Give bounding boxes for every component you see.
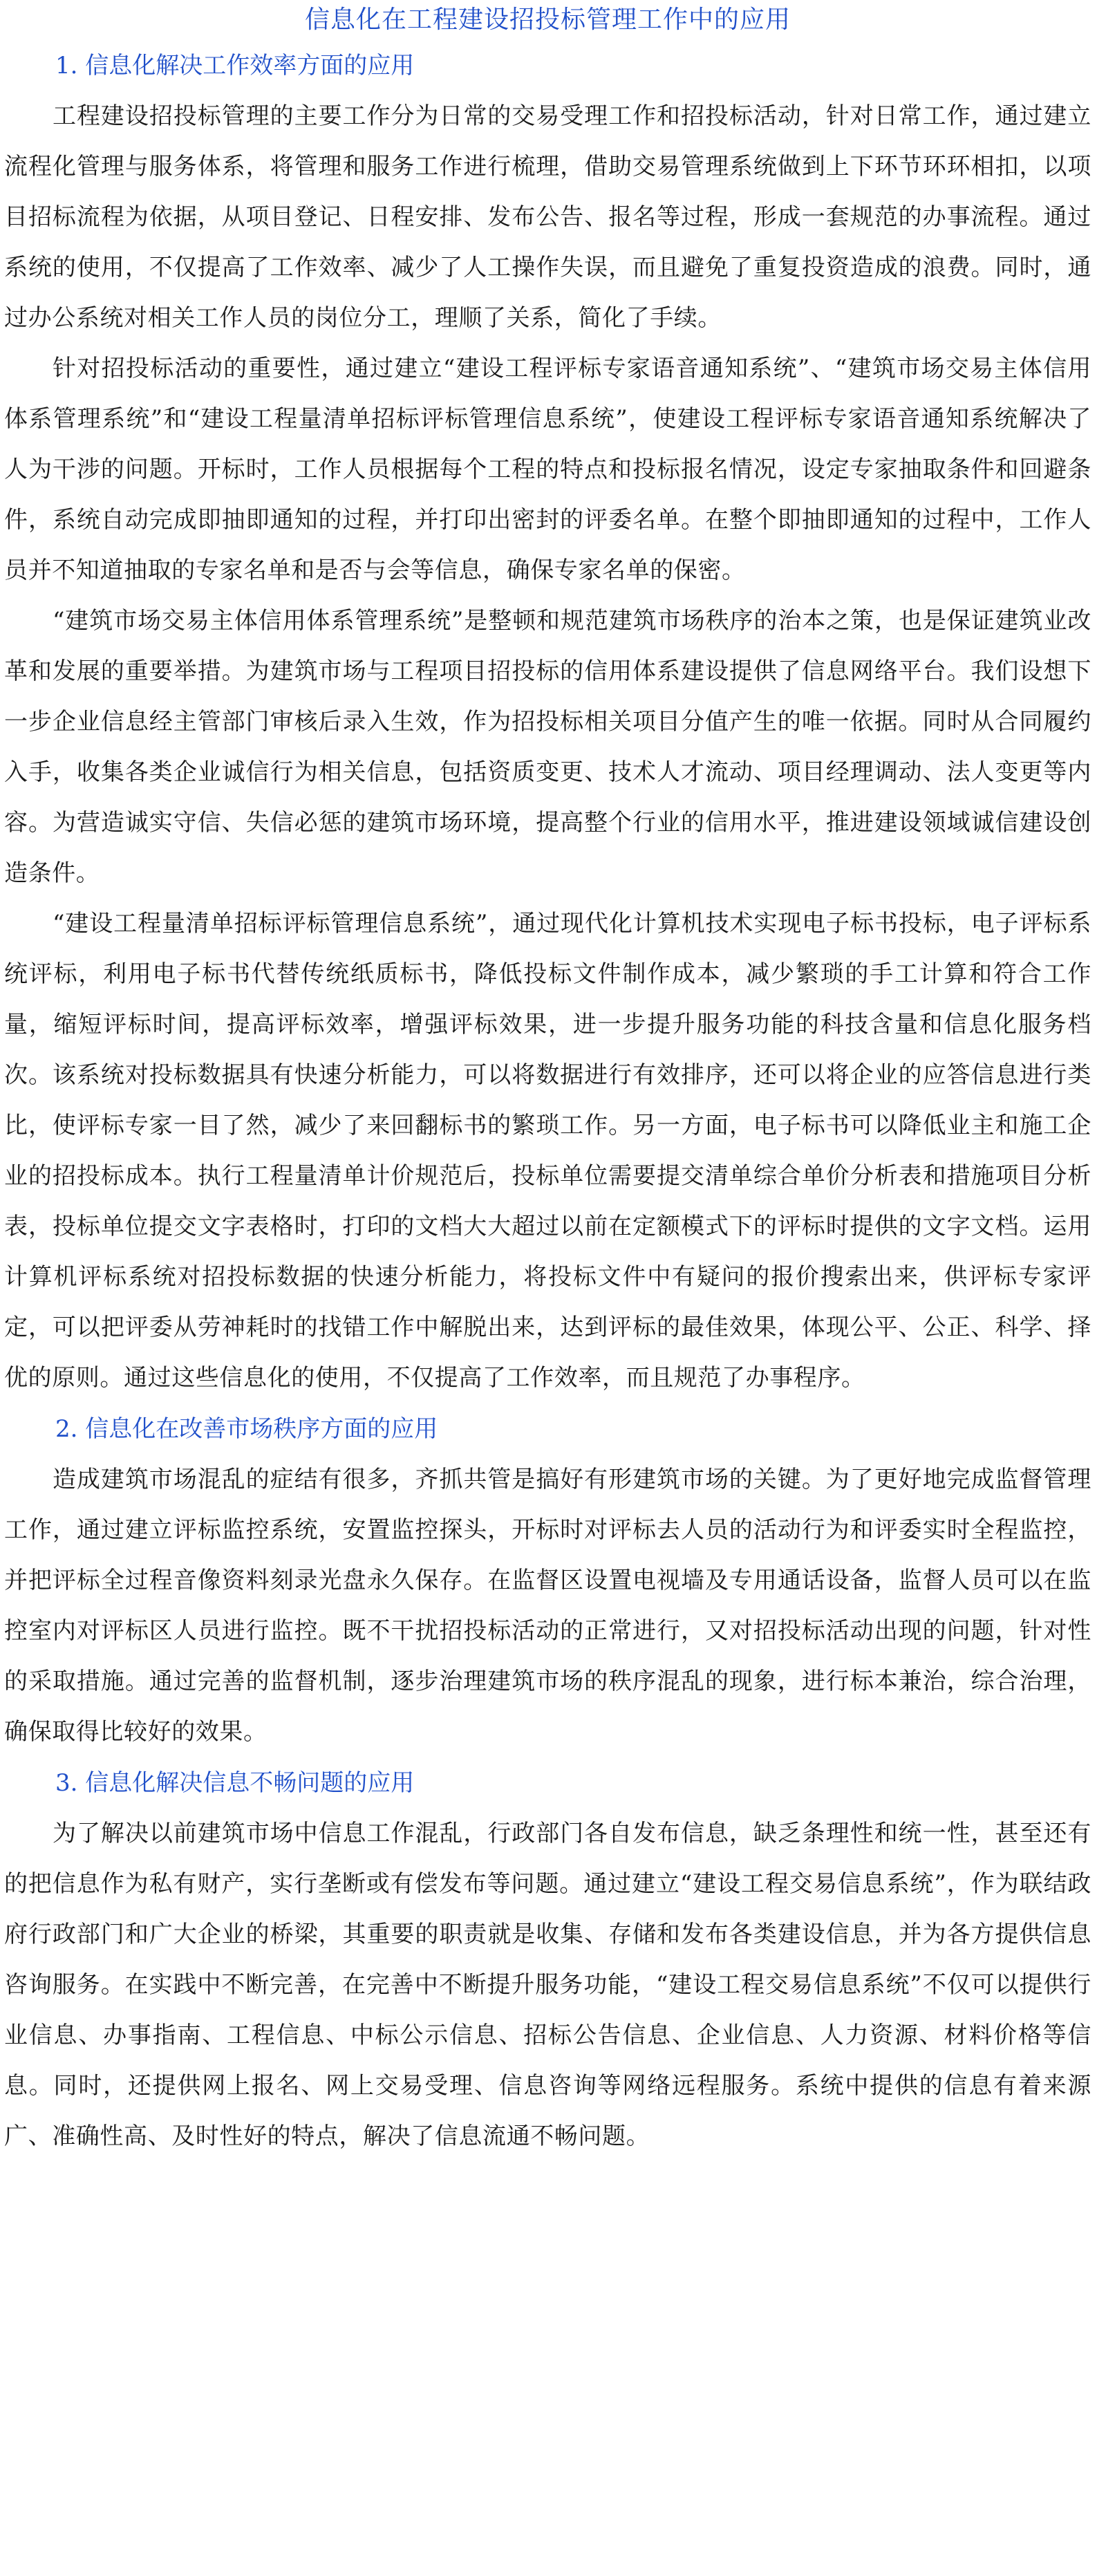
paragraph: 工程建设招投标管理的主要工作分为日常的交易受理工作和招投标活动，针对日常工作，通过建立流程化管理与服务体系，将管理和服务工作进行梳理，借助交易管理系统做到上下环节环环相扣，以项目招标流程为依据，从项目登记、日程安排、发布公告、报名等过程，形成一套规范的办事流程。通过系统的使用，不仅提高了工作效率、减少了人工操作失误，而且避免了重复投资造成的浪费。同时，通过办公系统对相关工作人员的岗位分工，理顺了关系，简化了手续。 — [4, 102, 1091, 332]
section-heading: 1. 信息化解决工作效率方面的应用 — [55, 52, 415, 80]
document-title: 信息化在工程建设招投标管理工作中的应用 — [304, 6, 791, 34]
paragraph: “建筑市场交易主体信用体系管理系统”是整顿和规范建筑市场秩序的治本之策，也是保证建筑业改革和发展的重要举措。为建筑市场与工程项目招投标的信用体系建设提供了信息网络平台。我们设想下一步企业信息经主管部门审核后录入生效，作为招投标相关项目分值产生的唯一依据。同时从合同履约入手，收集各类企业诚信行为相关信息，包括资质变更、技术人才流动、项目经理调动、法人变更等内容。为营造诚实守信、失信必惩的建筑市场环境，提高整个行业的信用水平，推进建设领域诚信建设创造条件。 — [4, 607, 1091, 887]
paragraph: 针对招投标活动的重要性，通过建立“建设工程评标专家语音通知系统”、“建筑市场交易主体信用体系管理系统”和“建设工程量清单招标评标管理信息系统”，使建设工程评标专家语音通知系统解决了人为干涉的问题。开标时，工作人员根据每个工程的特点和投标报名情况，设定专家抽取条件和回避条件，系统自动完成即抽即通知的过程，并打印出密封的评委名单。在整个即抽即通知的过程中，工作人员并不知道抽取的专家名单和是否与会等信息，确保专家名单的保密。 — [4, 355, 1091, 584]
paragraph: 为了解决以前建筑市场中信息工作混乱，行政部门各自发布信息，缺乏条理性和统一性，甚至还有的把信息作为私有财产，实行垄断或有偿发布等问题。通过建立“建设工程交易信息系统”，作为联结政府行政部门和广大企业的桥梁，其重要的职责就是收集、存储和发布各类建设信息，并为各方提供信息咨询服务。在实践中不断完善，在完善中不断提升服务功能，“建设工程交易信息系统”不仅可以提供行业信息、办事指南、工程信息、中标公示信息、招标公告信息、企业信息、人力资源、材料价格等信息。同时，还提供网上报名、网上交易受理、信息咨询等网络远程服务。系统中提供的信息有着来源广、准确性高、及时性好的特点，解决了信息流通不畅问题。 — [4, 1820, 1091, 2150]
section-1 — [4, 40, 1091, 1403]
paragraph: 造成建筑市场混乱的症结有很多，齐抓共管是搞好有形建筑市场的关键。为了更好地完成监督管理工作，通过建立评标监控系统，安置监控探头，开标时对评标去人员的活动行为和评委实时全程监控，并把评标全过程音像资料刻录光盘永久保存。在监督区设置电视墙及专用通话设备，监督人员可以在监控室内对评标区人员进行监控。既不干扰招投标活动的正常进行，又对招投标活动出现的问题，针对性的采取措施。通过完善的监督机制，逐步治理建筑市场的秩序混乱的现象，进行标本兼治，综合治理，确保取得比较好的效果。 — [4, 1466, 1091, 1746]
section-heading: 2. 信息化在改善市场秩序方面的应用 — [55, 1415, 438, 1443]
section-heading: 3. 信息化解决信息不畅问题的应用 — [55, 1769, 415, 1797]
section-2 — [4, 1403, 1091, 1757]
paragraph: “建设工程量清单招标评标管理信息系统”，通过现代化计算机技术实现电子标书投标，电子评标系统评标，利用电子标书代替传统纸质标书，降低投标文件制作成本，减少繁琐的手工计算和符合工作量，缩短评标时间，提高评标效率，增强评标效果，进一步提升服务功能的科技含量和信息化服务档次。该系统对投标数据具有快速分析能力，可以将数据进行有效排序，还可以将企业的应答信息进行类比，使评标专家一目了然，减少了来回翻标书的繁琐工作。另一方面，电子标书可以降低业主和施工企业的招投标成本。执行工程量清单计价规范后，投标单位需要提交清单综合单价分析表和措施项目分析表，投标单位提交文字表格时，打印的文档大大超过以前在定额模式下的评标时提供的文字文档。运用计算机评标系统对招投标数据的快速分析能力，将投标文件中有疑问的报价搜索出来，供评标专家评定，可以把评委从劳神耗时的找错工作中解脱出来，达到评标的最佳效果，体现公平、公正、科学、择优的原则。通过这些信息化的使用，不仅提高了工作效率，而且规范了办事程序。 — [4, 910, 1091, 1392]
section-3 — [4, 1757, 1091, 2162]
